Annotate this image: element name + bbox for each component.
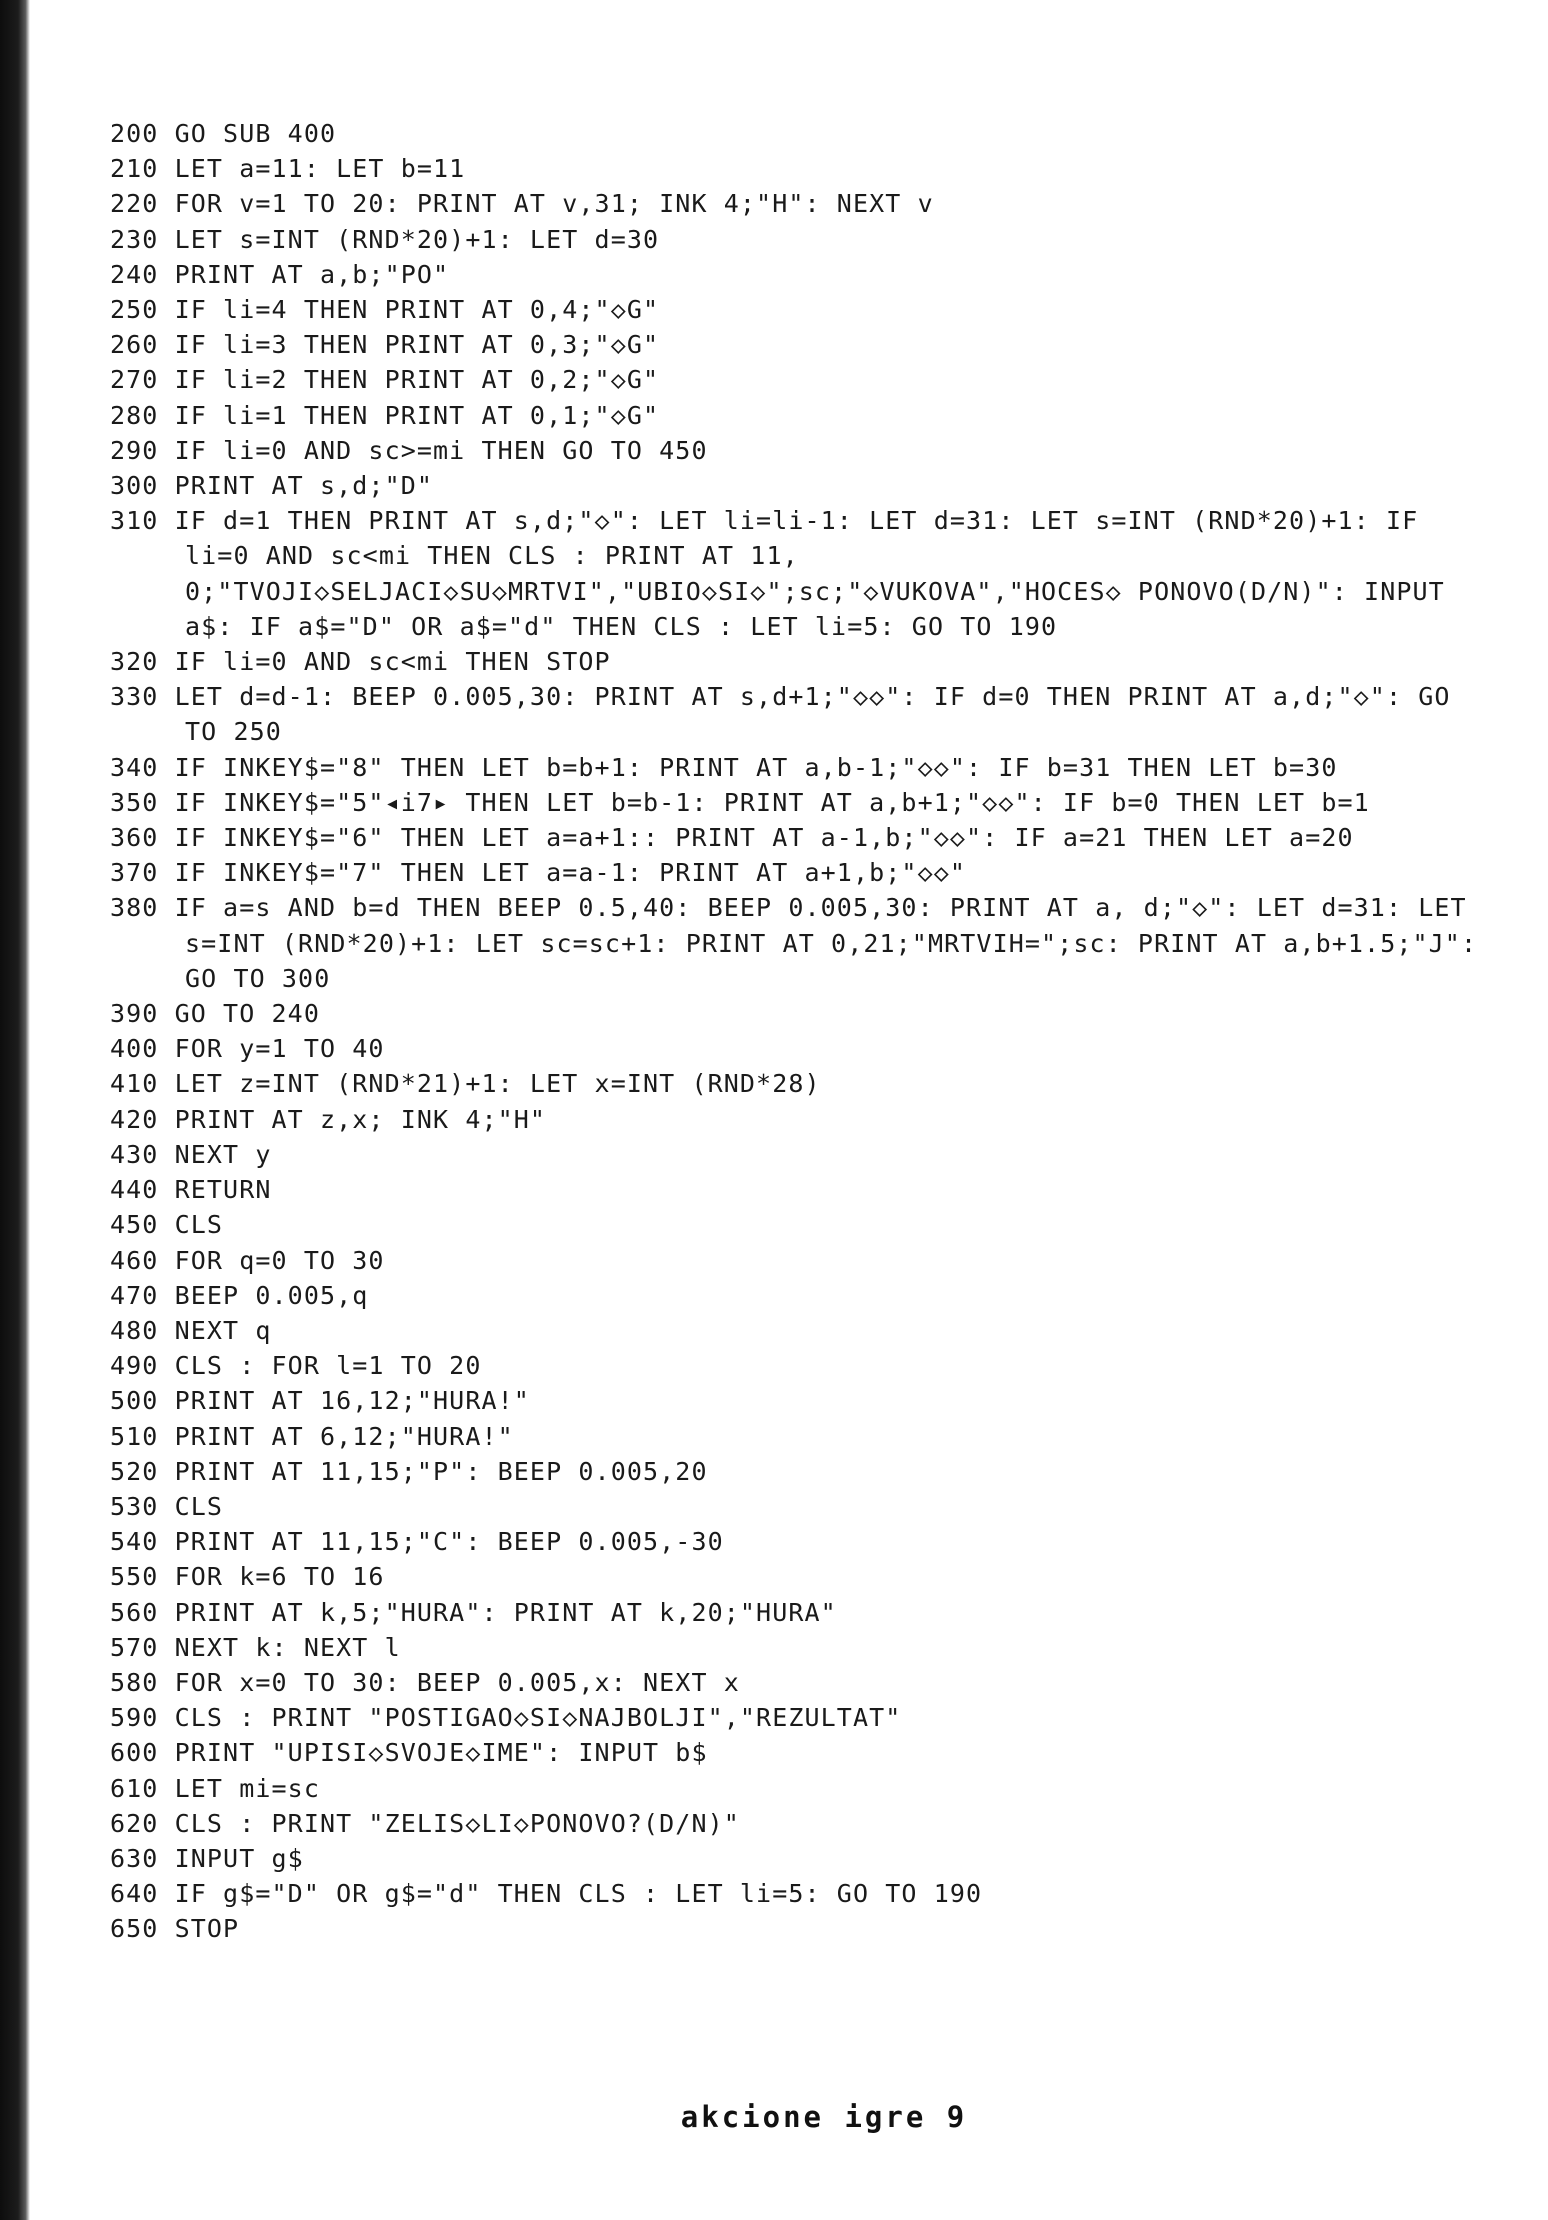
basic-program-listing	[110, 116, 1494, 1947]
program-line: 260 IF li=3 THEN PRINT AT 0,3;"◇G"	[110, 330, 660, 360]
program-line: 630 INPUT g$	[110, 1843, 304, 1873]
program-line: 340 IF INKEY$="8" THEN LET b=b+1: PRINT AT a,b-1;"◇◇": IF b=31 THEN LET b=30	[110, 752, 1338, 782]
program-line: 640 IF g$="D" OR g$="d" THEN CLS : LET li=5: GO TO 190	[110, 1879, 983, 1909]
program-line: 320 IF li=0 AND sc<mi THEN STOP	[110, 647, 611, 677]
program-line: 530 CLS	[110, 1491, 224, 1521]
program-line: 370 IF INKEY$="7" THEN LET a=a-1: PRINT AT a+1,b;"◇◇"	[110, 858, 967, 888]
program-line: 220 FOR v=1 TO 20: PRINT AT v,31; INK 4;"H": NEXT v	[110, 189, 934, 219]
program-line: 280 IF li=1 THEN PRINT AT 0,1;"◇G"	[110, 400, 660, 430]
program-line: 590 CLS : PRINT "POSTIGAO◇SI◇NAJBOLJI","REZULTAT"	[110, 1703, 902, 1733]
program-line: 460 FOR q=0 TO 30	[110, 1245, 385, 1275]
program-line: 450 CLS	[110, 1210, 224, 1240]
program-line: 350 IF INKEY$="5"◂i7▸ THEN LET b=b-1: PRINT AT a,b+1;"◇◇": IF b=0 THEN LET b=1	[110, 787, 1370, 817]
program-line: 650 STOP	[110, 1914, 240, 1944]
program-line: 310 IF d=1 THEN PRINT AT s,d;"◇": LET li=li-1: LET d=31: LET s=INT (RND*20)+1: IF li=0 AND sc<mi THEN CLS : PRINT AT 11, 0;"TVOJI◇SELJACI◇SU◇MRTVI","UBIO◇SI◇";sc;"◇VUKOVA","HOCES◇ PONOVO(D/N)": INPUT a$: IF a$="D" OR a$="d" THEN CLS : LET li=5: GO TO 190	[110, 506, 1461, 641]
program-line: 230 LET s=INT (RND*20)+1: LET d=30	[110, 224, 660, 254]
program-line: 500 PRINT AT 16,12;"HURA!"	[110, 1386, 530, 1416]
program-line: 470 BEEP 0.005,q	[110, 1280, 369, 1310]
program-line: 380 IF a=s AND b=d THEN BEEP 0.5,40: BEEP 0.005,30: PRINT AT a, d;"◇": LET d=31: LET s=INT (RND*20)+1: LET sc=sc+1: PRINT AT 0,21;"MRTVIH=";sc: PRINT AT a,b+1.5;"J": GO TO 300	[110, 893, 1494, 993]
program-line: 240 PRINT AT a,b;"PO"	[110, 259, 450, 289]
program-line: 580 FOR x=0 TO 30: BEEP 0.005,x: NEXT x	[110, 1667, 740, 1697]
program-line: 510 PRINT AT 6,12;"HURA!"	[110, 1421, 514, 1451]
program-line: 290 IF li=0 AND sc>=mi THEN GO TO 450	[110, 435, 708, 465]
program-line: 200 GO SUB 400	[110, 119, 337, 148]
footer-text: akcione igre 9	[680, 2100, 968, 2134]
program-line: 250 IF li=4 THEN PRINT AT 0,4;"◇G"	[110, 295, 660, 325]
program-line: 620 CLS : PRINT "ZELIS◇LI◇PONOVO?(D/N)"	[110, 1808, 740, 1838]
program-line: 490 CLS : FOR l=1 TO 20	[110, 1351, 482, 1381]
program-line: 270 IF li=2 THEN PRINT AT 0,2;"◇G"	[110, 365, 660, 395]
program-line: 550 FOR k=6 TO 16	[110, 1562, 385, 1592]
program-line: 390 GO TO 240	[110, 999, 320, 1029]
program-line: 420 PRINT AT z,x; INK 4;"H"	[110, 1104, 547, 1134]
program-line: 480 NEXT q	[110, 1315, 272, 1345]
program-line: 520 PRINT AT 11,15;"P": BEEP 0.005,20	[110, 1456, 708, 1486]
program-line: 610 LET mi=sc	[110, 1773, 320, 1803]
program-line: 300 PRINT AT s,d;"D"	[110, 471, 434, 501]
program-line: 570 NEXT k: NEXT l	[110, 1632, 401, 1662]
program-line: 360 IF INKEY$="6" THEN LET a=a+1:: PRINT AT a-1,b;"◇◇": IF a=21 THEN LET a=20	[110, 823, 1354, 853]
program-line: 600 PRINT "UPISI◇SVOJE◇IME": INPUT b$	[110, 1738, 708, 1768]
program-line: 400 FOR y=1 TO 40	[110, 1034, 385, 1064]
program-line: 430 NEXT y	[110, 1139, 272, 1169]
program-line: 410 LET z=INT (RND*21)+1: LET x=INT (RND*28)	[110, 1069, 821, 1099]
program-line: 330 LET d=d-1: BEEP 0.005,30: PRINT AT s,d+1;"◇◇": IF d=0 THEN PRINT AT a,d;"◇": GO TO 250	[110, 682, 1467, 747]
page-binding-edge	[0, 0, 30, 2220]
program-line: 560 PRINT AT k,5;"HURA": PRINT AT k,20;"HURA"	[110, 1597, 837, 1627]
program-line: 440 RETURN	[110, 1175, 272, 1205]
program-line: 210 LET a=11: LET b=11	[110, 154, 466, 184]
page-footer	[0, 2100, 1548, 2134]
program-line: 540 PRINT AT 11,15;"C": BEEP 0.005,-30	[110, 1527, 724, 1557]
